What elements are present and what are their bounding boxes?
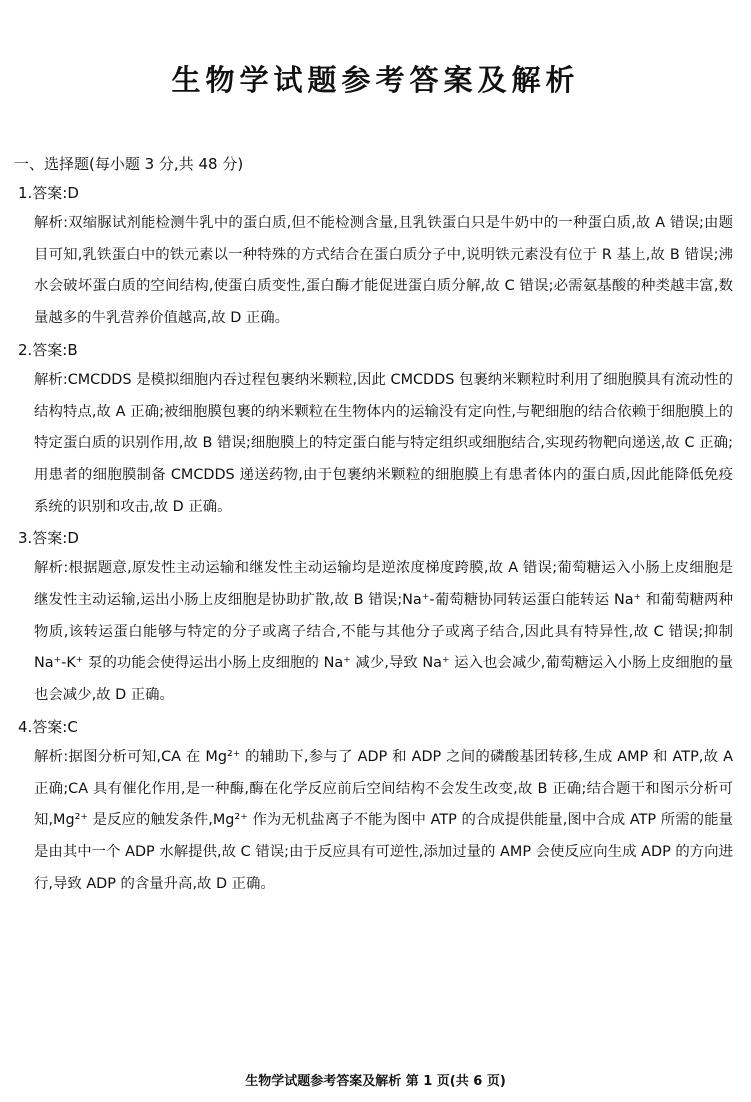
- answer-line: 1.答案:D: [18, 184, 79, 202]
- question-block: [0, 712, 751, 901]
- page-title: 生物学试题参考答案及解析: [171, 63, 580, 97]
- analysis-paragraph: 解析:CMCDDS 是模拟细胞内吞过程包裹纳米颗粒,因此 CMCDDS 包裹纳米颗粒时利用了细胞膜具有流动性的结构特点,故 A 正确;被细胞膜包裹的纳米颗粒在生物体内的运输没有定向性,与靶细胞的结合依赖于细胞膜上的特定蛋白质的识别作用,故 B 错误;细胞膜上的特定蛋白能与特定组织或细胞结合,实现药物靶向递送,故 C 正确;用患者的细胞膜制备 CMCDDS 递送药物,由于包裹纳米颗粒的细胞膜上有患者体内的蛋白质,因此能降低免疫系统的识别和攻击,故 D 正确。: [34, 371, 733, 515]
- question-block: [0, 178, 751, 335]
- question-block: [0, 523, 751, 712]
- answer-list: [0, 178, 751, 900]
- analysis-paragraph: 解析:双缩脲试剂能检测牛乳中的蛋白质,但不能检测含量,且乳铁蛋白只是牛奶中的一种蛋白质,故 A 错误;由题目可知,乳铁蛋白中的铁元素以一种特殊的方式结合在蛋白质分子中,说明铁元素没有位于 R 基上,故 B 错误;沸水会破坏蛋白质的空间结构,使蛋白质变性,蛋白酶才能促进蛋白质分解,故 C 错误;必需氨基酸的种类越丰富,数量越多的牛乳营养价值越高,故 D 正确。: [34, 215, 733, 327]
- answer-line: 2.答案:B: [18, 340, 78, 359]
- answer-line: 3.答案:D: [18, 529, 79, 548]
- page-footer: 生物学试题参考答案及解析 第 1 页(共 6 页): [245, 1074, 506, 1089]
- analysis-paragraph: 解析:据图分析可知,CA 在 Mg²⁺ 的辅助下,参与了 ADP 和 ADP 之间的磷酸基团转移,生成 AMP 和 ATP,故 A 正确;CA 具有催化作用,是一种酶,酶在化学反应前后空间结构不会发生改变,故 B 正确;结合题干和图示分析可知,Mg²⁺ 是反应的触发条件,Mg²⁺ 作为无机盐离子不能为图中 ATP 的合成提供能量,图中合成 ATP 所需的能量是由其中一个 ADP 水解提供,故 C 错误;由于反应具有可逆性,添加过量的 AMP 会使反应向生成 ADP 的方向进行,导致 ADP 的含量升高,故 D 正确。: [34, 748, 733, 892]
- section-heading: 一、选择题(每小题 3 分,共 48 分): [14, 155, 244, 173]
- answer-line: 4.答案:C: [18, 717, 78, 736]
- analysis-paragraph: 解析:根据题意,原发性主动运输和继发性主动运输均是逆浓度梯度跨膜,故 A 错误;葡萄糖运入小肠上皮细胞是继发性主动运输,运出小肠上皮细胞是协助扩散,故 B 错误;Na⁺-葡萄糖协同转运蛋白能转运 Na⁺ 和葡萄糖两种物质,该转运蛋白能够与特定的分子或离子结合,不能与其他分子或离子结合,因此具有特异性,故 C 错误;抑制 Na⁺-K⁺ 泵的功能会使得运出小肠上皮细胞的 Na⁺ 减少,导致 Na⁺ 运入也会减少,葡萄糖运入小肠上皮细胞的量也会减少,故 D 正确。: [34, 560, 733, 704]
- question-block: [0, 335, 751, 524]
